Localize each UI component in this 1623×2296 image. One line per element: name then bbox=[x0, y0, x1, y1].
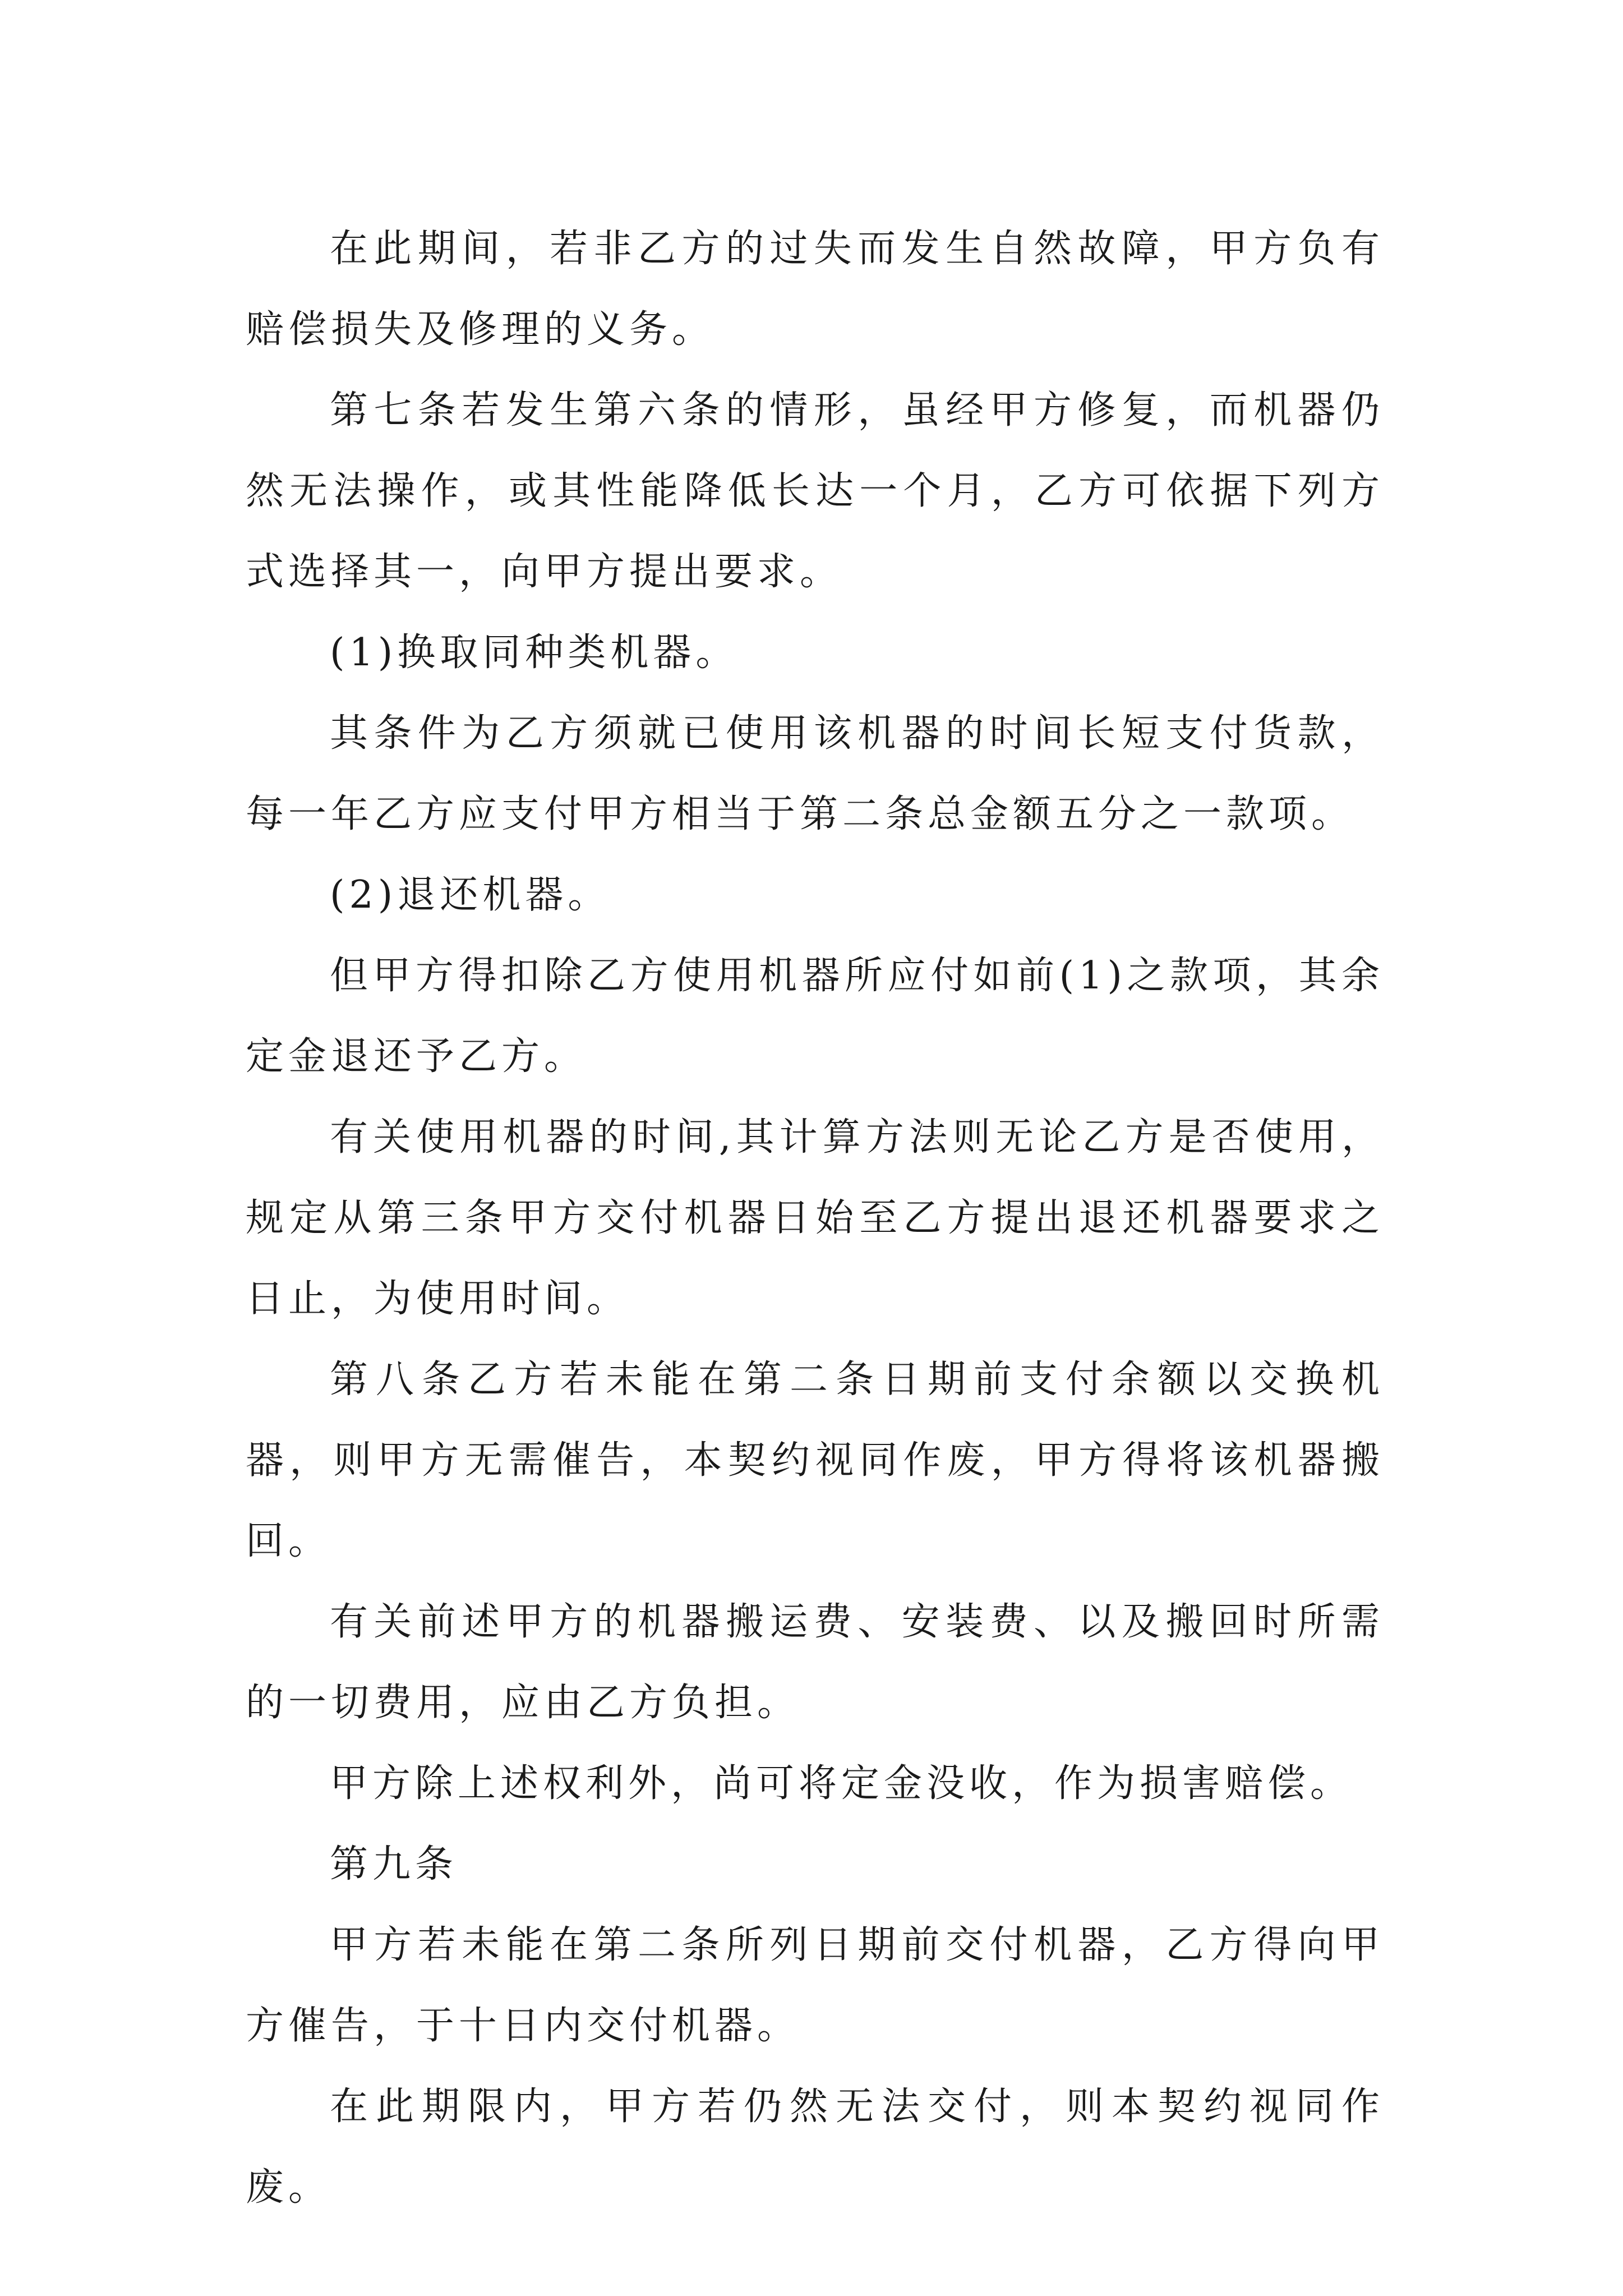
paragraph: 其条件为乙方须就已使用该机器的时间长短支付货款，每一年乙方应支付甲方相当于第二条总金额五分之一款项。 bbox=[246, 711, 1384, 836]
paragraph: 第七条若发生第六条的情形，虽经甲方修复，而机器仍然无法操作，或其性能降低长达一个月，乙方可依据下列方式选择其一，向甲方提出要求。 bbox=[246, 388, 1384, 594]
paragraph: 甲方除上述权利外，尚可将定金没收，作为损害赔偿。 bbox=[330, 1761, 1353, 1806]
paragraph: 有关使用机器的时间,其计算方法则无论乙方是否使用，规定从第三条甲方交付机器日始至乙方提出退还机器要求之日止，为使用时间。 bbox=[246, 1115, 1384, 1321]
paragraph: (1)换取同种类机器。 bbox=[330, 631, 739, 675]
paragraph: 甲方若未能在第二条所列日期前交付机器，乙方得向甲方催告，于十日内交付机器。 bbox=[246, 1923, 1384, 2048]
paragraph: 有关前述甲方的机器搬运费、安装费、以及搬回时所需的一切费用，应由乙方负担。 bbox=[246, 1600, 1384, 1725]
paragraph: (2)退还机器。 bbox=[330, 873, 611, 917]
paragraph: 第八条乙方若未能在第二条日期前支付余额以交换机器，则甲方无需催告，本契约视同作废，甲方得将该机器搬回。 bbox=[246, 1358, 1384, 1563]
paragraph: 在此期限内，甲方若仍然无法交付，则本契约视同作废。 bbox=[246, 2085, 1384, 2210]
paragraph: 在此期间，若非乙方的过失而发生自然故障，甲方负有赔偿损失及修理的义务。 bbox=[246, 227, 1384, 352]
paragraph: 但甲方得扣除乙方使用机器所应付如前(1)之款项，其余定金退还予乙方。 bbox=[246, 954, 1384, 1079]
document-body bbox=[246, 209, 1384, 2228]
paragraph: 第九条 bbox=[330, 1842, 458, 1887]
